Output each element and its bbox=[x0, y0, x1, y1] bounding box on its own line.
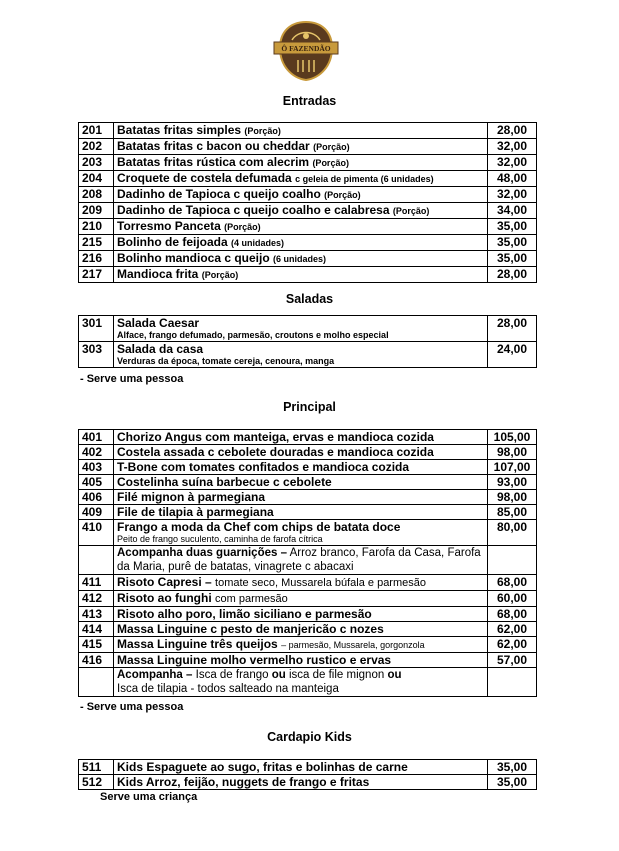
item-code: 209 bbox=[79, 203, 114, 219]
item-name: Batatas fritas rústica com alecrim bbox=[117, 155, 310, 169]
item-name: Torresmo Panceta bbox=[117, 219, 221, 233]
menu-item-row bbox=[79, 187, 537, 203]
item-name-cell bbox=[114, 445, 488, 460]
item-name: Salada Caesar bbox=[117, 316, 200, 330]
item-price: 68,00 bbox=[488, 607, 537, 622]
saladas-footnote: - Serve uma pessoa bbox=[80, 373, 184, 385]
menu-item-row bbox=[79, 775, 537, 790]
item-price: 93,00 bbox=[488, 475, 537, 490]
accompany-row bbox=[79, 546, 537, 575]
item-price: 62,00 bbox=[488, 622, 537, 637]
item-price: 68,00 bbox=[488, 575, 537, 591]
item-code: 203 bbox=[79, 155, 114, 171]
item-code: 301 bbox=[79, 316, 114, 342]
item-name-cell bbox=[114, 637, 488, 653]
item-price: 35,00 bbox=[488, 251, 537, 267]
item-description: Alface, frango defumado, parmesão, croutons e molho especial bbox=[117, 330, 389, 340]
item-name: Croquete de costela defumada bbox=[117, 171, 292, 185]
item-price: 32,00 bbox=[488, 187, 537, 203]
item-name: Massa Linguine três queijos bbox=[117, 637, 278, 651]
menu-item-row bbox=[79, 203, 537, 219]
item-code: 415 bbox=[79, 637, 114, 653]
item-name: Salada da casa bbox=[117, 342, 204, 356]
item-code: 215 bbox=[79, 235, 114, 251]
item-note: (4 unidades) bbox=[231, 238, 285, 248]
item-price: 35,00 bbox=[488, 235, 537, 251]
item-price: 62,00 bbox=[488, 637, 537, 653]
item-name-cell bbox=[114, 575, 488, 591]
item-name-cell bbox=[114, 251, 488, 267]
menu-item-row bbox=[79, 490, 537, 505]
item-code: 204 bbox=[79, 171, 114, 187]
saladas-table bbox=[78, 315, 537, 368]
menu-item-row bbox=[79, 637, 537, 653]
item-code: 201 bbox=[79, 123, 114, 139]
item-name: Kids Arroz, feijão, nuggets de frango e fritas bbox=[117, 775, 370, 789]
item-code: 202 bbox=[79, 139, 114, 155]
menu-item-row bbox=[79, 607, 537, 622]
item-name-cell bbox=[114, 267, 488, 283]
logo-text: Ô FAZENDÃO bbox=[281, 44, 331, 53]
menu-item-row bbox=[79, 139, 537, 155]
menu-item-row bbox=[79, 760, 537, 775]
item-price: 28,00 bbox=[488, 267, 537, 283]
item-code: 416 bbox=[79, 653, 114, 668]
menu-item-row bbox=[79, 505, 537, 520]
item-name: Costela assada c cebolete douradas e mandioca cozida bbox=[117, 445, 434, 459]
item-code: 217 bbox=[79, 267, 114, 283]
item-price: 98,00 bbox=[488, 445, 537, 460]
item-name: Batatas fritas simples bbox=[117, 123, 242, 137]
item-price: 35,00 bbox=[488, 760, 537, 775]
item-price: 35,00 bbox=[488, 775, 537, 790]
accompany-text-2: Acompanha – Isca de frango ou isca de file mignon ou Isca de tilapia - todos salteado na manteiga bbox=[114, 668, 488, 697]
section-title-saladas: Saladas bbox=[285, 292, 334, 306]
item-name: Mandioca frita bbox=[117, 267, 199, 281]
item-price: 98,00 bbox=[488, 490, 537, 505]
item-name-cell bbox=[114, 235, 488, 251]
section-title-kids: Cardapio Kids bbox=[267, 730, 352, 744]
item-note: (6 unidades) bbox=[273, 254, 327, 264]
item-name: Costelinha suína barbecue c cebolete bbox=[117, 475, 332, 489]
item-code: 401 bbox=[79, 430, 114, 445]
kids-table bbox=[78, 759, 537, 790]
item-name-cell bbox=[114, 342, 488, 368]
item-note: com parmesão bbox=[215, 593, 288, 605]
item-name-cell bbox=[114, 430, 488, 445]
menu-item-row bbox=[79, 342, 537, 368]
restaurant-logo bbox=[272, 20, 340, 82]
menu-item-row bbox=[79, 171, 537, 187]
item-name-cell bbox=[114, 607, 488, 622]
item-name-cell bbox=[114, 123, 488, 139]
item-code: 409 bbox=[79, 505, 114, 520]
menu-item-row bbox=[79, 460, 537, 475]
item-name-cell bbox=[114, 219, 488, 235]
item-code: 403 bbox=[79, 460, 114, 475]
item-note: (Porção) bbox=[224, 222, 261, 232]
item-name: File de tilapia à parmegiana bbox=[117, 505, 274, 519]
item-name-cell bbox=[114, 775, 488, 790]
item-price: 48,00 bbox=[488, 171, 537, 187]
item-code: 512 bbox=[79, 775, 114, 790]
item-name-cell bbox=[114, 475, 488, 490]
item-code: 208 bbox=[79, 187, 114, 203]
item-price: 105,00 bbox=[488, 430, 537, 445]
item-price: 35,00 bbox=[488, 219, 537, 235]
item-price: 57,00 bbox=[488, 653, 537, 668]
entradas-table bbox=[78, 122, 537, 283]
item-note: (Porção) bbox=[312, 158, 349, 168]
principal-table bbox=[78, 429, 537, 697]
item-name-cell bbox=[114, 591, 488, 607]
item-code: 303 bbox=[79, 342, 114, 368]
item-name-cell bbox=[114, 155, 488, 171]
menu-item-row bbox=[79, 591, 537, 607]
item-name: Dadinho de Tapioca c queijo coalho e calabresa bbox=[117, 203, 390, 217]
item-code: 410 bbox=[79, 520, 114, 546]
item-price: 32,00 bbox=[488, 139, 537, 155]
item-code: 405 bbox=[79, 475, 114, 490]
item-note: (Porção) bbox=[244, 126, 281, 136]
item-note: tomate seco, Mussarela búfala e parmesão bbox=[215, 577, 426, 589]
item-name-cell bbox=[114, 460, 488, 475]
item-name: Risoto Capresi – bbox=[117, 575, 212, 589]
section-title-principal: Principal bbox=[283, 400, 336, 414]
item-name: Risoto alho poro, limão siciliano e parmesão bbox=[117, 607, 372, 621]
item-name-cell bbox=[114, 760, 488, 775]
item-price: 24,00 bbox=[488, 342, 537, 368]
item-note: – parmesão, Mussarela, gorgonzola bbox=[281, 640, 425, 650]
item-name: Filé mignon à parmegiana bbox=[117, 490, 266, 504]
item-price: 80,00 bbox=[488, 520, 537, 546]
item-name: T-Bone com tomates confitados e mandioca cozida bbox=[117, 460, 410, 474]
item-note: (Porção) bbox=[201, 270, 239, 280]
item-description: Peito de frango suculento, caminha de farofa cítrica bbox=[117, 534, 323, 544]
item-description: Verduras da época, tomate cereja, cenoura, manga bbox=[117, 356, 335, 366]
menu-item-row bbox=[79, 653, 537, 668]
item-price: 32,00 bbox=[488, 155, 537, 171]
menu-item-row bbox=[79, 475, 537, 490]
menu-item-row bbox=[79, 155, 537, 171]
item-note: (Porção) bbox=[392, 206, 430, 216]
menu-item-row bbox=[79, 316, 537, 342]
item-name: Chorizo Angus com manteiga, ervas e mandioca cozida bbox=[117, 430, 434, 444]
item-name: Bolinho de feijoada bbox=[117, 235, 228, 249]
accompany-row-2 bbox=[79, 668, 537, 697]
item-name: Batatas fritas c bacon ou cheddar bbox=[117, 139, 310, 153]
item-price: 28,00 bbox=[488, 123, 537, 139]
item-name: Bolinho mandioca c queijo bbox=[117, 251, 270, 265]
accompany-text: Acompanha duas guarnições – Arroz branco, Farofa da Casa, Farofa da Maria, purê de batatas, vinagrete c abacaxi bbox=[114, 546, 488, 575]
menu-item-row bbox=[79, 235, 537, 251]
kids-footnote: Serve uma criança bbox=[100, 791, 198, 803]
item-price: 60,00 bbox=[488, 591, 537, 607]
menu-item-row bbox=[79, 575, 537, 591]
item-note: (Porção) bbox=[324, 190, 361, 200]
item-price: 85,00 bbox=[488, 505, 537, 520]
menu-item-row bbox=[79, 219, 537, 235]
menu-item-row bbox=[79, 123, 537, 139]
menu-item-row bbox=[79, 622, 537, 637]
item-note: (Porção) bbox=[313, 142, 350, 152]
item-name: Massa Linguine c pesto de manjericão c nozes bbox=[117, 622, 384, 636]
menu-item-row bbox=[79, 267, 537, 283]
item-price: 28,00 bbox=[488, 316, 537, 342]
item-code: 412 bbox=[79, 591, 114, 607]
section-title-entradas: Entradas bbox=[282, 94, 337, 108]
principal-footnote: - Serve uma pessoa bbox=[80, 701, 184, 713]
item-name-cell bbox=[114, 653, 488, 668]
item-name: Kids Espaguete ao sugo, fritas e bolinhas de carne bbox=[117, 760, 408, 774]
item-note: c geleia de pimenta (6 unidades) bbox=[295, 174, 434, 184]
item-name-cell bbox=[114, 505, 488, 520]
item-name: Massa Linguine molho vermelho rustico e ervas bbox=[117, 653, 392, 667]
item-name: Risoto ao funghi bbox=[117, 591, 212, 605]
item-code: 402 bbox=[79, 445, 114, 460]
item-code: 411 bbox=[79, 575, 114, 591]
item-code: 216 bbox=[79, 251, 114, 267]
item-name-cell bbox=[114, 139, 488, 155]
item-name-cell bbox=[114, 622, 488, 637]
item-code: 210 bbox=[79, 219, 114, 235]
item-name-cell bbox=[114, 490, 488, 505]
menu-item-row bbox=[79, 520, 537, 546]
item-code: 406 bbox=[79, 490, 114, 505]
item-price: 34,00 bbox=[488, 203, 537, 219]
menu-item-row bbox=[79, 251, 537, 267]
item-code: 414 bbox=[79, 622, 114, 637]
item-name-cell bbox=[114, 171, 488, 187]
menu-item-row bbox=[79, 430, 537, 445]
menu-item-row bbox=[79, 445, 537, 460]
item-name: Dadinho de Tapioca c queijo coalho bbox=[117, 187, 321, 201]
item-price: 107,00 bbox=[488, 460, 537, 475]
item-code: 413 bbox=[79, 607, 114, 622]
item-name-cell bbox=[114, 520, 488, 546]
item-name: Frango a moda da Chef com chips de batata doce bbox=[117, 520, 401, 534]
item-name-cell bbox=[114, 316, 488, 342]
item-code: 511 bbox=[79, 760, 114, 775]
item-name-cell bbox=[114, 187, 488, 203]
item-name-cell bbox=[114, 203, 488, 219]
